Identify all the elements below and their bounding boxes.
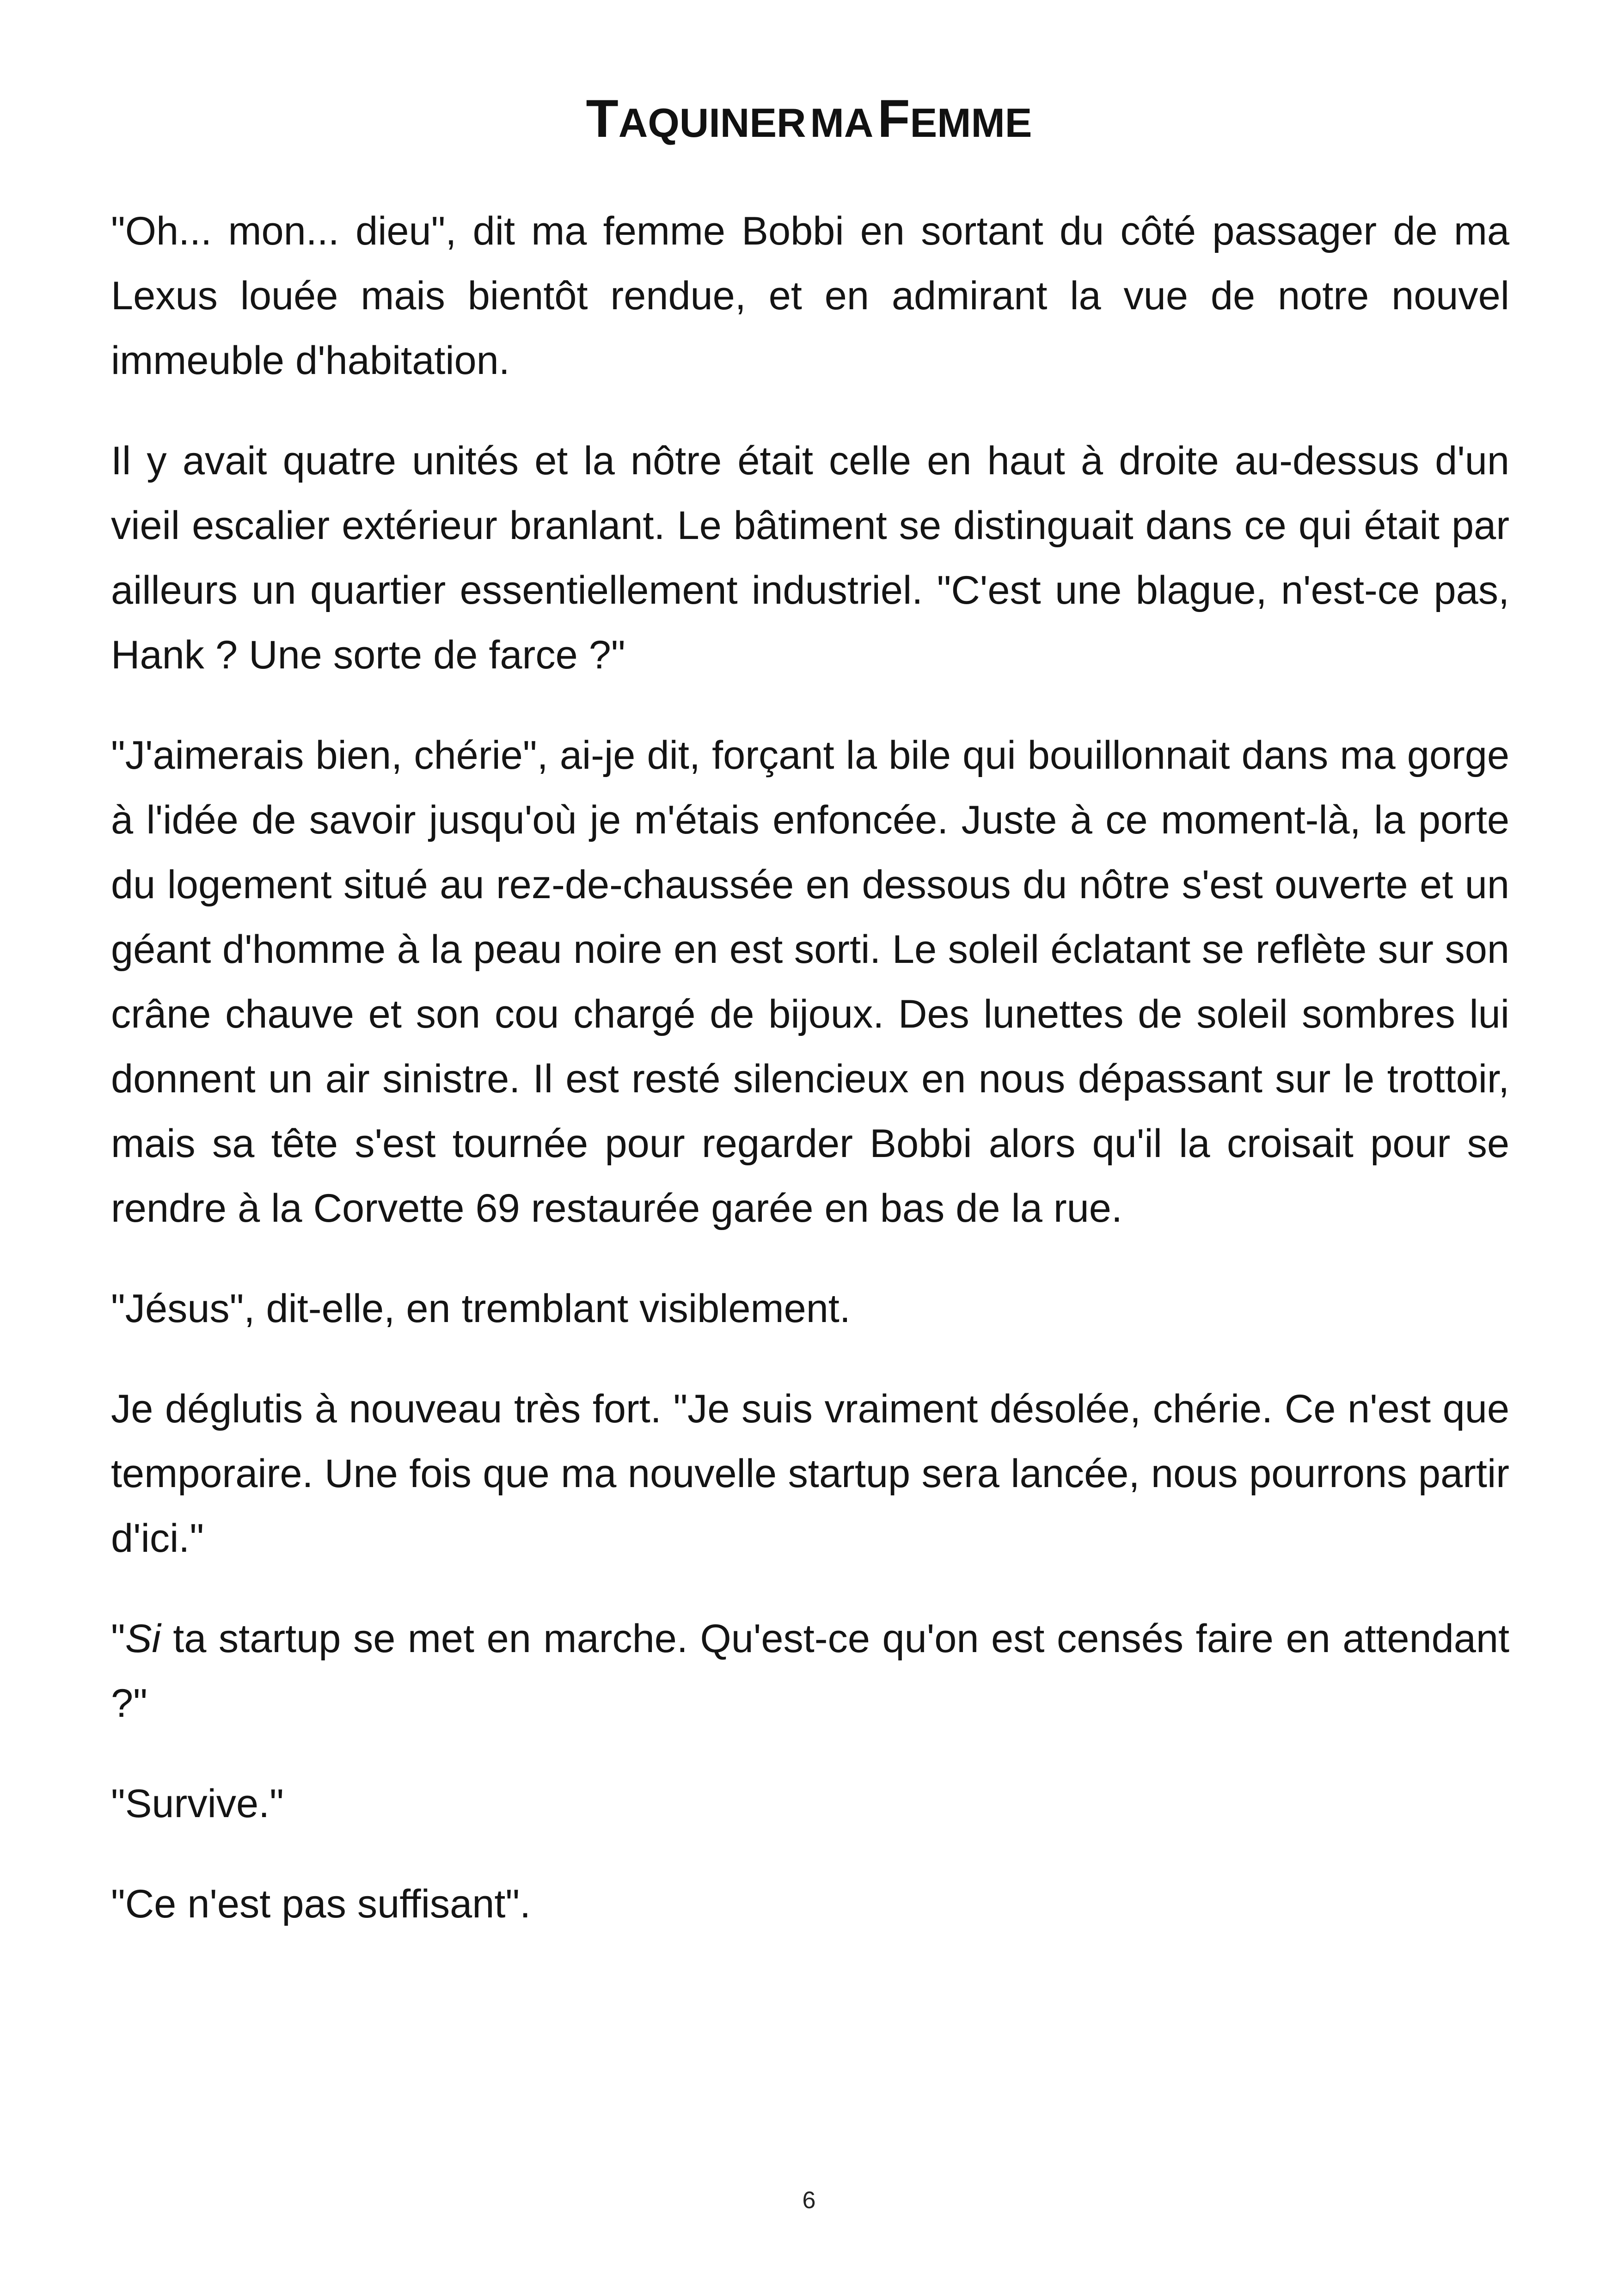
paragraph-2: Il y avait quatre unités et la nôtre était celle en haut à droite au-dessus d'un vieil escalier extérieur branlant. Le bâtiment se distinguait dans ce qui était par ailleurs un quartier essentiellement industriel. "C'est une blague, n'est-ce pas, Hank ? Une sorte de farce ?" bbox=[111, 439, 1509, 677]
paragraph-7: "Survive." bbox=[111, 1782, 284, 1826]
paragraph-6-open-quote: " bbox=[111, 1616, 125, 1661]
paragraph-1: "Oh... mon... dieu", dit ma femme Bobbi en sortant du côté passager de ma Lexus louée mais bientôt rendue, et en admirant la vue de notre nouvel immeuble d'habitation. bbox=[111, 209, 1509, 383]
paragraph-5: Je déglutis à nouveau très fort. "Je suis vraiment désolée, chérie. Ce n'est que temporaire. Une fois que ma nouvelle startup sera lancée, nous pourrons partir d'ici." bbox=[111, 1387, 1509, 1561]
paragraph-6 bbox=[111, 1606, 1509, 1736]
title-word-rest-3: EMME bbox=[910, 100, 1032, 146]
paragraph-4: "Jésus", dit-elle, en tremblant visiblement. bbox=[111, 1286, 851, 1331]
paragraph-3: "J'aimerais bien, chérie", ai-je dit, forçant la bile qui bouillonnait dans ma gorge à l'idée de savoir jusqu'où je m'étais enfoncée. Juste à ce moment-là, la porte du logement situé au rez-de-chaussée en dessous du nôtre s'est ouverte et un géant d'homme à la peau noire en est sorti. Le soleil éclatant se reflète sur son crâne chauve et son cou chargé de bijoux. Des lunettes de soleil sombres lui donnent un air sinistre. Il est resté silencieux en nous dépassant sur le trottoir, mais sa tête s'est tournée pour regarder Bobbi alors qu'il la croisait pour se rendre à la Corvette 69 restaurée garée en bas de la rue. bbox=[111, 733, 1509, 1231]
title-word-2: MA bbox=[810, 100, 874, 146]
paragraph-8: "Ce n'est pas suffisant". bbox=[111, 1882, 531, 1926]
body-text bbox=[111, 199, 1509, 1972]
paragraph-6-rest: ta startup se met en marche. Qu'est-ce qu'on est censés faire en attendant ?" bbox=[111, 1616, 1509, 1726]
chapter-title bbox=[0, 89, 1618, 148]
title-initial-t: T bbox=[586, 89, 619, 148]
paragraph-6-italic-word: Si bbox=[125, 1616, 161, 1661]
title-word-rest-1: AQUINER bbox=[618, 100, 806, 146]
page-number: 6 bbox=[802, 2187, 816, 2214]
title-initial-f: F bbox=[877, 89, 910, 148]
